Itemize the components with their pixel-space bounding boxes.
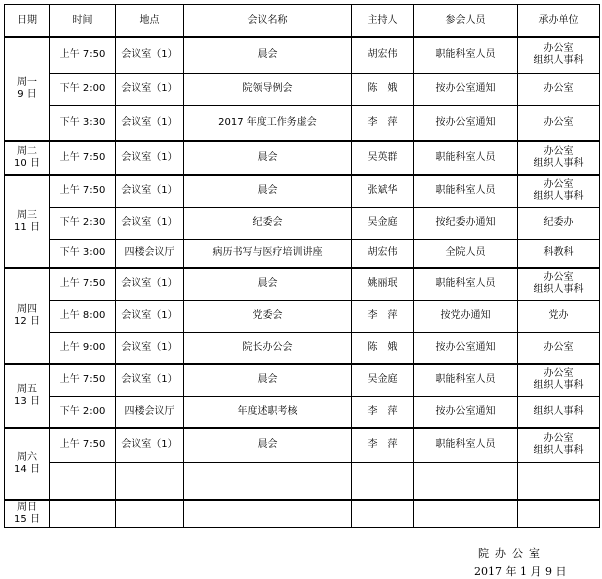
organizer-line: 组织人事科 <box>533 284 584 296</box>
day-label-cell <box>5 268 50 364</box>
day-label-line: 周二 <box>17 146 37 157</box>
meeting-name-cell: 年度述职考核 <box>184 396 352 428</box>
organizer-line: 组织人事科 <box>533 55 584 67</box>
place-cell: 会议室（1） <box>116 73 184 105</box>
day-label-line: 周日 <box>17 501 37 513</box>
attendees-cell: 职能科室人员 <box>414 175 518 207</box>
host-cell <box>352 462 414 500</box>
organizer-cell <box>518 239 600 268</box>
meeting-name-cell: 2017 年度工作务虚会 <box>184 105 352 141</box>
place-cell: 四楼会议厅 <box>116 239 184 268</box>
meeting-name-cell: 晨会 <box>184 364 352 396</box>
day-label-line: 10 日 <box>14 158 40 169</box>
table-row <box>5 300 600 332</box>
organizer-line: 组织人事科 <box>533 158 584 169</box>
organizer-cell <box>518 364 600 396</box>
attendees-cell: 按办公室通知 <box>414 73 518 105</box>
table-row <box>5 428 600 462</box>
host-cell: 张斌华 <box>352 175 414 207</box>
header-host: 主持人 <box>352 5 414 38</box>
header-attendees: 参会人员 <box>414 5 518 38</box>
footer-date: 2017 年 1 月 9 日 <box>474 565 567 578</box>
attendees-cell: 职能科室人员 <box>414 428 518 462</box>
organizer-line: 办公室 <box>543 146 574 157</box>
table-row <box>5 332 600 364</box>
host-cell: 陈 娥 <box>352 73 414 105</box>
organizer-cell <box>518 207 600 239</box>
time-cell: 下午 2:30 <box>50 207 116 239</box>
day-label-cell <box>5 428 50 500</box>
attendees-cell: 职能科室人员 <box>414 141 518 175</box>
place-cell: 会议室（1） <box>116 175 184 207</box>
header-row <box>5 5 600 38</box>
organizer-line: 纪委办 <box>543 217 574 228</box>
place-cell <box>116 500 184 527</box>
time-cell: 下午 3:30 <box>50 105 116 141</box>
time-cell: 上午 8:00 <box>50 300 116 332</box>
organizer-cell <box>518 37 600 73</box>
attendees-cell: 按纪委办通知 <box>414 207 518 239</box>
host-cell: 胡宏伟 <box>352 239 414 268</box>
meeting-name-cell: 晨会 <box>184 37 352 73</box>
day-label-line: 周四 <box>17 304 37 315</box>
day-label-cell <box>5 37 50 141</box>
header-organizer: 承办单位 <box>518 5 600 38</box>
day-label-line: 周三 <box>17 209 37 221</box>
table-row <box>5 239 600 268</box>
day-label-line: 11 日 <box>14 221 40 233</box>
meeting-schedule-table <box>4 4 600 528</box>
time-cell: 上午 7:50 <box>50 141 116 175</box>
time-cell: 上午 9:00 <box>50 332 116 364</box>
host-cell <box>352 500 414 527</box>
day-label-cell <box>5 500 50 527</box>
place-cell: 会议室（1） <box>116 300 184 332</box>
organizer-line: 办公室 <box>543 433 574 445</box>
place-cell: 会议室（1） <box>116 141 184 175</box>
host-cell: 胡宏伟 <box>352 37 414 73</box>
host-cell: 李 萍 <box>352 105 414 141</box>
host-cell: 李 萍 <box>352 428 414 462</box>
meeting-name-cell <box>184 500 352 527</box>
day-label-cell <box>5 175 50 268</box>
day-label-cell <box>5 141 50 175</box>
organizer-cell <box>518 300 600 332</box>
attendees-cell: 按办公室通知 <box>414 396 518 428</box>
place-cell: 会议室（1） <box>116 37 184 73</box>
schedule-body <box>5 37 600 527</box>
meeting-name-cell: 院长办公会 <box>184 332 352 364</box>
organizer-line: 组织人事科 <box>533 445 584 457</box>
organizer-line: 办公室 <box>543 341 574 353</box>
attendees-cell: 按办公室通知 <box>414 332 518 364</box>
host-cell: 吴金庭 <box>352 207 414 239</box>
organizer-cell <box>518 332 600 364</box>
attendees-cell: 按办公室通知 <box>414 105 518 141</box>
table-row <box>5 462 600 500</box>
table-row <box>5 500 600 527</box>
attendees-cell: 按党办通知 <box>414 300 518 332</box>
day-label-line: 14 日 <box>14 464 40 475</box>
attendees-cell: 职能科室人员 <box>414 364 518 396</box>
day-label-cell <box>5 364 50 428</box>
organizer-line: 办公室 <box>543 83 574 94</box>
meeting-name-cell: 病历书写与医疗培训讲座 <box>184 239 352 268</box>
day-label-line: 周一 <box>17 77 37 88</box>
organizer-line: 组织人事科 <box>533 380 584 392</box>
host-cell: 姚丽珉 <box>352 268 414 300</box>
organizer-cell <box>518 141 600 175</box>
day-label-line: 9 日 <box>17 89 37 100</box>
time-cell <box>50 500 116 527</box>
host-cell: 李 萍 <box>352 300 414 332</box>
organizer-cell <box>518 462 600 500</box>
time-cell: 上午 7:50 <box>50 175 116 207</box>
time-cell: 上午 7:50 <box>50 364 116 396</box>
host-cell: 陈 娥 <box>352 332 414 364</box>
time-cell: 上午 7:50 <box>50 268 116 300</box>
organizer-line: 办公室 <box>543 43 574 55</box>
attendees-cell <box>414 462 518 500</box>
meeting-name-cell: 晨会 <box>184 141 352 175</box>
host-cell: 吴英群 <box>352 141 414 175</box>
place-cell: 会议室（1） <box>116 105 184 141</box>
attendees-cell: 职能科室人员 <box>414 37 518 73</box>
time-cell: 下午 3:00 <box>50 239 116 268</box>
organizer-line: 科教科 <box>543 247 574 259</box>
day-label-line: 12 日 <box>14 316 40 327</box>
day-label-line: 周五 <box>17 384 37 395</box>
table-row <box>5 37 600 73</box>
time-cell: 下午 2:00 <box>50 396 116 428</box>
header-place: 地点 <box>116 5 184 38</box>
organizer-line: 组织人事科 <box>533 405 584 417</box>
place-cell: 会议室（1） <box>116 428 184 462</box>
place-cell: 会议室（1） <box>116 332 184 364</box>
place-cell: 四楼会议厅 <box>116 396 184 428</box>
table-row <box>5 364 600 396</box>
footer-office: 院办公室 <box>478 547 546 560</box>
meeting-name-cell: 纪委会 <box>184 207 352 239</box>
organizer-cell <box>518 175 600 207</box>
organizer-cell <box>518 428 600 462</box>
time-cell: 上午 7:50 <box>50 428 116 462</box>
place-cell <box>116 462 184 500</box>
table-row <box>5 141 600 175</box>
organizer-cell <box>518 105 600 141</box>
organizer-cell <box>518 396 600 428</box>
organizer-line: 办公室 <box>543 179 574 191</box>
time-cell: 上午 7:50 <box>50 37 116 73</box>
day-label-line: 13 日 <box>14 396 40 407</box>
header-time: 时间 <box>50 5 116 38</box>
table-row <box>5 268 600 300</box>
attendees-cell: 职能科室人员 <box>414 268 518 300</box>
table-row <box>5 105 600 141</box>
meeting-name-cell: 院领导例会 <box>184 73 352 105</box>
table-row <box>5 73 600 105</box>
organizer-cell <box>518 500 600 527</box>
organizer-line: 办公室 <box>543 272 574 284</box>
table-row <box>5 207 600 239</box>
organizer-line: 办公室 <box>543 368 574 380</box>
meeting-name-cell: 晨会 <box>184 175 352 207</box>
time-cell: 下午 2:00 <box>50 73 116 105</box>
organizer-line: 党办 <box>548 310 569 321</box>
organizer-cell <box>518 73 600 105</box>
organizer-cell <box>518 268 600 300</box>
attendees-cell: 全院人员 <box>414 239 518 268</box>
host-cell: 李 萍 <box>352 396 414 428</box>
meeting-name-cell: 晨会 <box>184 428 352 462</box>
table-row <box>5 175 600 207</box>
meeting-name-cell: 党委会 <box>184 300 352 332</box>
day-label-line: 15 日 <box>14 513 40 525</box>
header-date: 日期 <box>5 5 50 38</box>
place-cell: 会议室（1） <box>116 268 184 300</box>
table-row <box>5 396 600 428</box>
place-cell: 会议室（1） <box>116 207 184 239</box>
organizer-line: 办公室 <box>543 116 574 128</box>
time-cell <box>50 462 116 500</box>
meeting-name-cell <box>184 462 352 500</box>
meeting-name-cell: 晨会 <box>184 268 352 300</box>
day-label-line: 周六 <box>17 452 37 463</box>
place-cell: 会议室（1） <box>116 364 184 396</box>
attendees-cell <box>414 500 518 527</box>
header-meeting: 会议名称 <box>184 5 352 38</box>
host-cell: 吴金庭 <box>352 364 414 396</box>
organizer-line: 组织人事科 <box>533 191 584 203</box>
